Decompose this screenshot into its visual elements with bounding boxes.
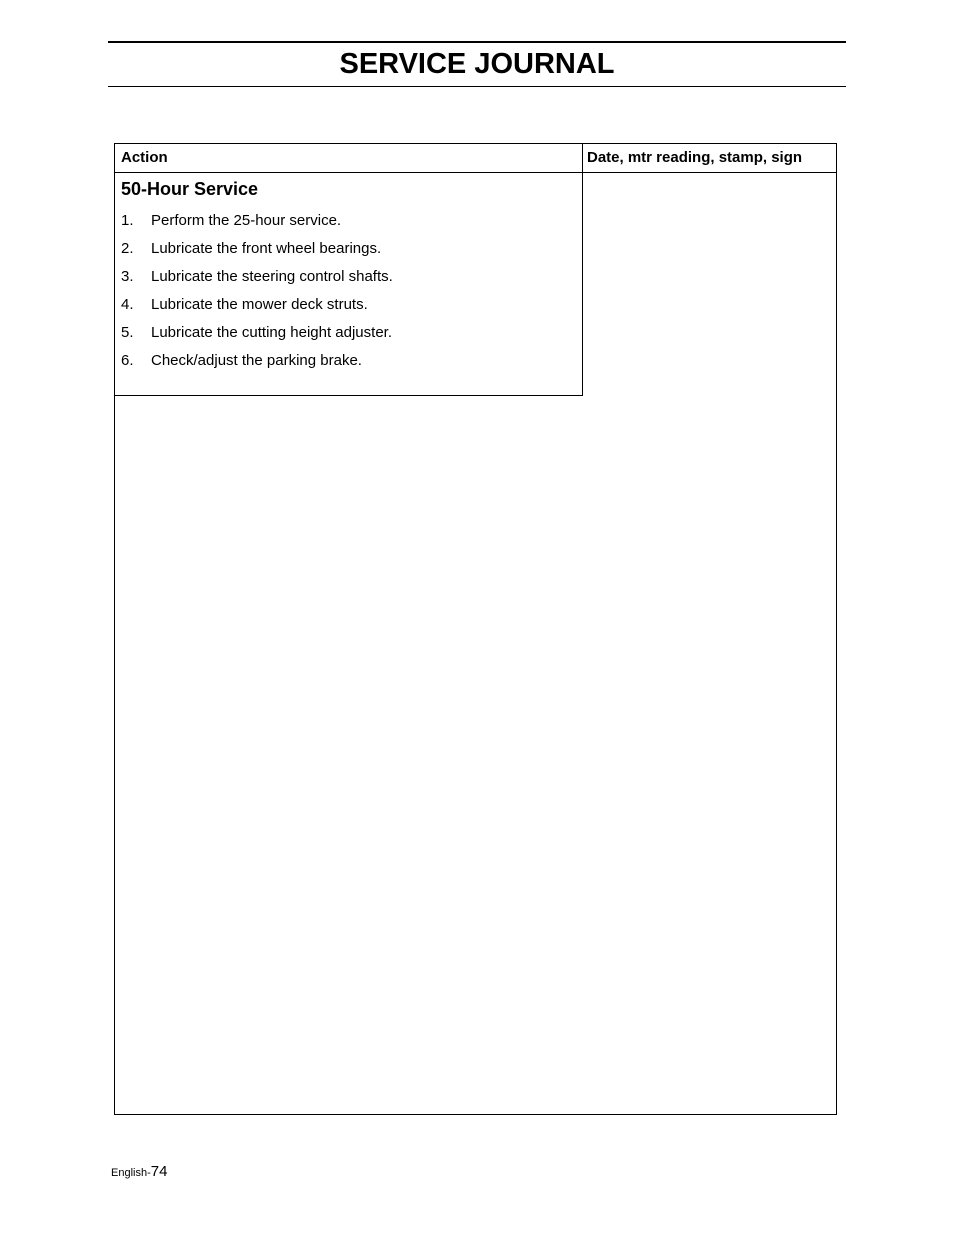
page-number: 74 xyxy=(150,1163,168,1180)
step-text: Lubricate the cutting height adjuster. xyxy=(151,324,392,341)
step-number: 2. xyxy=(121,240,134,257)
page-title: SERVICE JOURNAL xyxy=(339,48,615,80)
column-header-date: Date, mtr reading, stamp, sign xyxy=(587,149,803,166)
column-header-action: Action xyxy=(121,149,168,166)
page-footer xyxy=(111,1162,167,1183)
table-header-row xyxy=(115,144,836,173)
step-number: 6. xyxy=(121,352,134,369)
header-top-rule xyxy=(108,41,846,43)
step-number: 3. xyxy=(121,268,134,285)
step-text: Lubricate the mower deck struts. xyxy=(151,296,368,313)
step-text: Lubricate the front wheel bearings. xyxy=(151,240,382,257)
step-text: Check/adjust the parking brake. xyxy=(151,352,362,369)
step-number: 1. xyxy=(121,212,134,229)
section-title: 50-Hour Service xyxy=(121,179,259,199)
action-cell-bottom-border xyxy=(115,395,583,396)
footer-language: English- xyxy=(111,1167,151,1179)
service-journal-table xyxy=(114,143,837,1115)
header-bottom-rule xyxy=(108,86,846,87)
step-number: 5. xyxy=(121,324,134,341)
step-number: 4. xyxy=(121,296,134,313)
step-text: Perform the 25-hour service. xyxy=(151,212,342,229)
step-text: Lubricate the steering control shafts. xyxy=(151,268,393,285)
column-divider xyxy=(582,144,583,396)
